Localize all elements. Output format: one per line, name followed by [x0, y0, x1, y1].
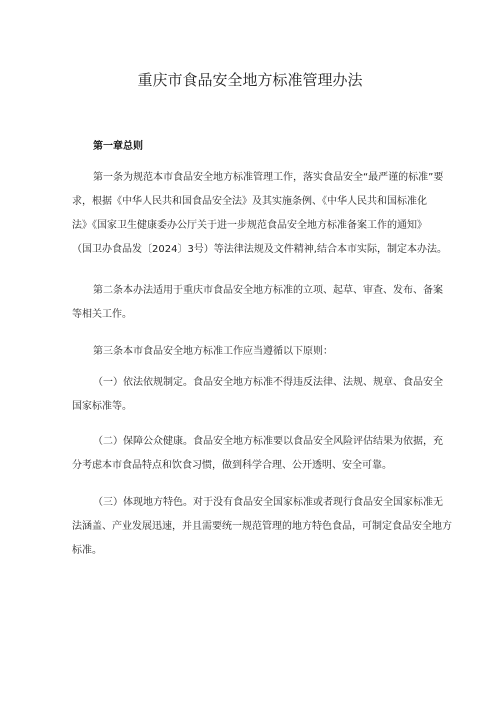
article-1-paragraph [72, 166, 447, 262]
paragraph-line: （二）保障公众健康。食品安全地方标准要以食品安全风险评估结果为依据，充 [93, 436, 443, 447]
paragraph-line: 等相关工作。 [72, 309, 132, 320]
article-3-paragraph [72, 340, 432, 364]
paragraph-line: （三）体现地方特色。对于没有食品安全国家标准或者现行食品安全国家标准无 [93, 497, 443, 508]
paragraph-line: 国家标准等。 [72, 401, 132, 412]
paragraph-line: 求，根据《中华人民共和国食品安全法》及其实施条例、《中华人民共和国标准化 [72, 196, 427, 207]
paragraph-line: 第一条为规范本市食品安全地方标准管理工作，落实食品安全“最严谨的标准”要 [93, 172, 444, 183]
article-2-paragraph [72, 279, 443, 327]
paragraph-line: 分考虑本市食品特点和饮食习惯，做到科学合理、公开透明、安全可靠。 [72, 460, 392, 471]
document-title: 重庆市食品安全地方标准管理办法 [137, 71, 363, 89]
paragraph-line: 标准。 [72, 545, 102, 556]
principle-3-paragraph [72, 491, 452, 563]
paragraph-line: 法》《国家卫生健康委办公厅关于进一步规范食品安全地方标准备案工作的通知》 [72, 220, 427, 231]
paragraph-line: 第二条本办法适用于重庆市食品安全地方标准的立项、起草、审查、发布、备案 [93, 285, 443, 296]
paragraph-line: 第三条本市食品安全地方标准工作应当遵循以下原则： [93, 346, 333, 357]
principle-2-paragraph [72, 430, 443, 478]
chapter-heading: 第一章总则 [93, 141, 143, 152]
paragraph-line: （一）依法依规制定。食品安全地方标准不得违反法律、法规、规章、食品安全 [93, 377, 443, 388]
principle-1-paragraph [72, 371, 443, 419]
paragraph-line: （国卫办食品发〔2024〕3号）等法律法规及文件精神,结合本市实际，制定本办法。 [72, 244, 447, 255]
paragraph-line: 法涵盖、产业发展迅速，并且需要统一规范管理的地方特色食品，可制定食品安全地方 [72, 521, 452, 532]
